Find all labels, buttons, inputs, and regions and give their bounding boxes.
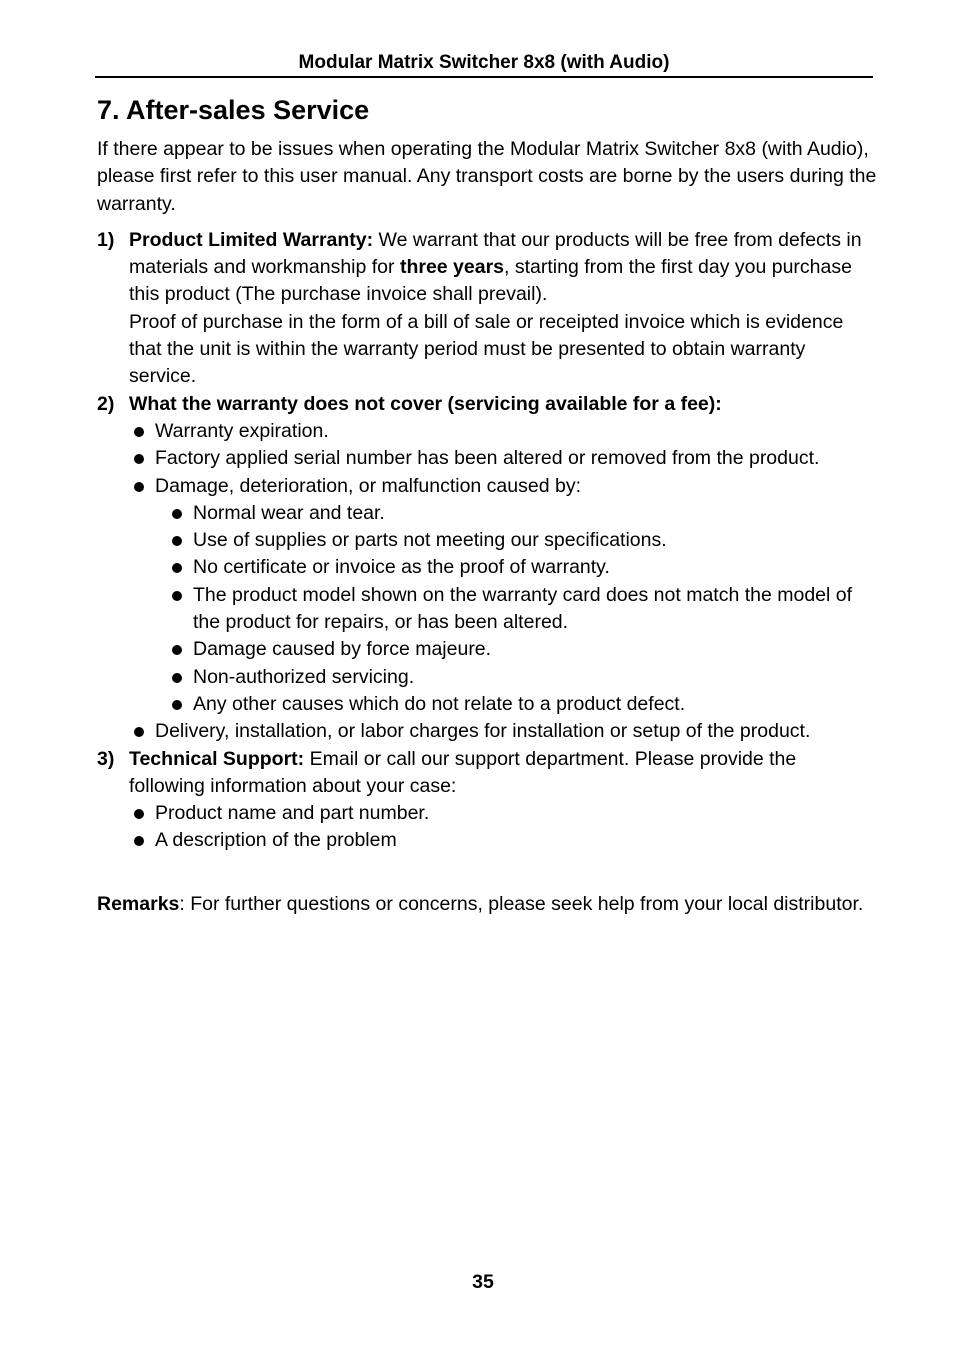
intro-paragraph: If there appear to be issues when operating the Modular Matrix Switcher 8x8 (with Audio), please first refer to this user manual. Any transport costs are borne by the users during the warranty. (97, 138, 877, 215)
list-item: Damage, deterioration, or malfunction caused by: (129, 473, 877, 500)
list-item: Delivery, installation, or labor charges for installation or setup of the product. (129, 718, 877, 745)
support-paragraph (129, 746, 877, 801)
list-item: No certificate or invoice as the proof of warranty. (167, 554, 877, 581)
warranty-text-after: , starting from the first day you purchase this product (The purchase invoice shall prevail). (129, 256, 852, 306)
section-title: 7. After-sales Service (97, 95, 370, 125)
remarks-text: : For further questions or concerns, please seek help from your local distributor. (179, 892, 864, 915)
page-header: Modular Matrix Switcher 8x8 (with Audio) (298, 52, 670, 73)
list-item: Use of supplies or parts not meeting our specifications. (167, 527, 877, 554)
not-covered-list (97, 418, 877, 746)
warranty-paragraph (129, 227, 877, 309)
warranty-text-before: We warrant that our products will be free from defects in materials and workmanship for (129, 228, 862, 279)
technical-support-section (97, 746, 877, 855)
list-item: Factory applied serial number has been altered or removed from the product. (129, 445, 877, 472)
damage-causes-list (129, 500, 877, 718)
remarks-paragraph (97, 891, 877, 918)
page-content (97, 136, 877, 918)
warranty-heading: Product Limited Warranty: (129, 228, 374, 251)
list-item: A description of the problem (129, 827, 877, 854)
proof-of-purchase-paragraph: Proof of purchase in the form of a bill of sale or receipted invoice which is evidence that the unit is within the warranty period must be presented to obtain warranty service. (129, 310, 844, 388)
item-number: 3) (97, 747, 115, 770)
not-covered-heading: What the warranty does not cover (servicing available for a fee): (129, 392, 722, 415)
list-item: The product model shown on the warranty card does not match the model of the product for repairs, or has been altered. (167, 582, 877, 637)
list-item: Any other causes which do not relate to a product defect. (167, 691, 877, 718)
page-number: 35 (472, 1271, 494, 1293)
item-number: 1) (97, 228, 115, 251)
not-covered-section (97, 391, 877, 418)
warranty-section (97, 227, 877, 391)
list-item: Product name and part number. (129, 800, 877, 827)
support-heading: Technical Support: (129, 747, 305, 770)
list-item: Warranty expiration. (129, 418, 877, 445)
support-text: Email or call our support department. Please provide the following information about your case: (129, 747, 797, 797)
warranty-duration: three years (399, 256, 505, 279)
header-rule (95, 76, 873, 78)
remarks-label: Remarks (97, 892, 180, 915)
list-item: Non-authorized servicing. (167, 664, 877, 691)
list-item: Damage caused by force majeure. (167, 636, 877, 663)
item-number: 2) (97, 392, 115, 415)
list-item: Normal wear and tear. (167, 500, 877, 527)
